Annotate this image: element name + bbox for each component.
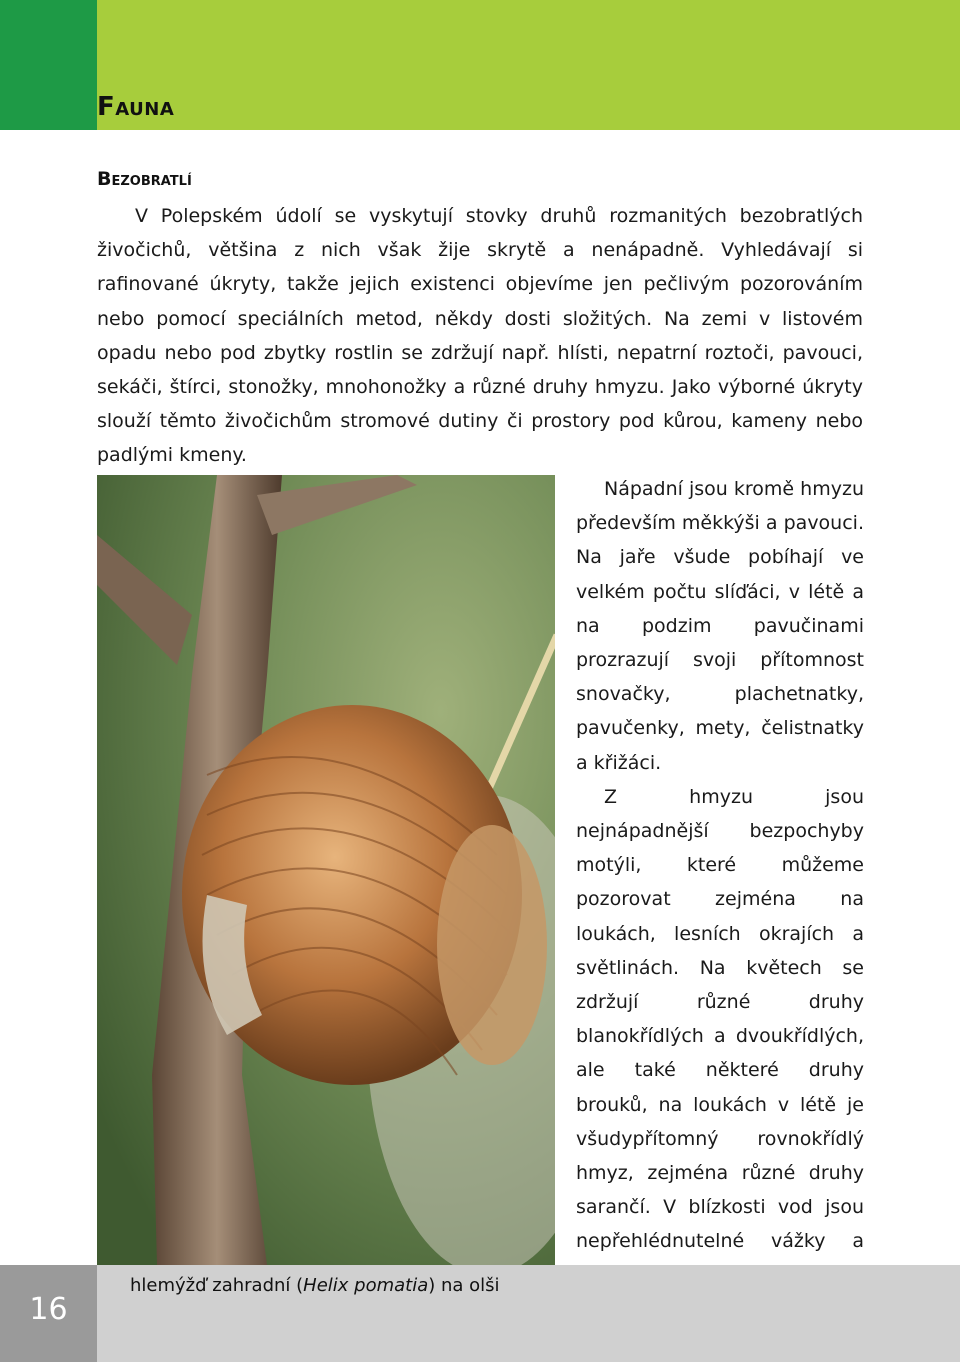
side-paragraph-2: Z hmyzu jsou nejnápadnější bezpochyby motýli, které můžeme pozorovat zejména na loukách, lesních okrajích a světlinách. Na květech se zdržují různé druhy blanokřídlých a dvoukřídlých, ale také některé druhy brouků, na loukách v létě je všudypřítomný rovnokřídlý hmyz, zejména různé druhy sarančí. V blízkosti vod jsou nepřehlédnutelné vážky a [576, 785, 864, 1253]
side-paragraph-1: Nápadní jsou kromě hmyzu především měkkýši a pavouci. Na jaře všude pobíhají ve velkém počtu slíďáci, v létě a na podzim pavučinami prozrazují svoji přítomnost snovačky, plachetnatky, pavučenky, mety, čelistnatky a křižáci. [576, 478, 864, 774]
side-column [576, 472, 864, 1361]
header-green-block [0, 0, 97, 130]
photo-caption [130, 1275, 500, 1296]
intro-paragraph: V Polepském údolí se vyskytují stovky druhů rozmanitých bezobratlých živočichů, většina z nich však žije skrytě a nenápadně. Vyhledávají si rafinované úkryty, takže jejich existenci objevíme jen pečlivým pozorováním nebo pomocí speciálních metod, někdy dosti složitých. Na zemi v listovém opadu nebo pod zbytky rostlin se zdržují např. hlísti, nepatrní roztoči, pavouci, sekáči, štírci, stonožky, mnohonožky a různé druhy hmyzu. Jako výborné úkryty slouží těmto živočichům stromové dutiny či prostory pod kůrou, kameny nebo padlými kmeny. [97, 205, 863, 467]
snail-photo [97, 475, 555, 1265]
header-band [97, 0, 960, 130]
page-number: 16 [29, 1292, 68, 1327]
caption-species: Helix pomatia [303, 1275, 429, 1296]
caption-text-before: hlemýžď zahradní ( [130, 1275, 304, 1296]
caption-text-after: ) na olši [428, 1275, 500, 1296]
subheading: Bezobratlí [97, 168, 192, 190]
section-title: Fauna [97, 92, 175, 122]
